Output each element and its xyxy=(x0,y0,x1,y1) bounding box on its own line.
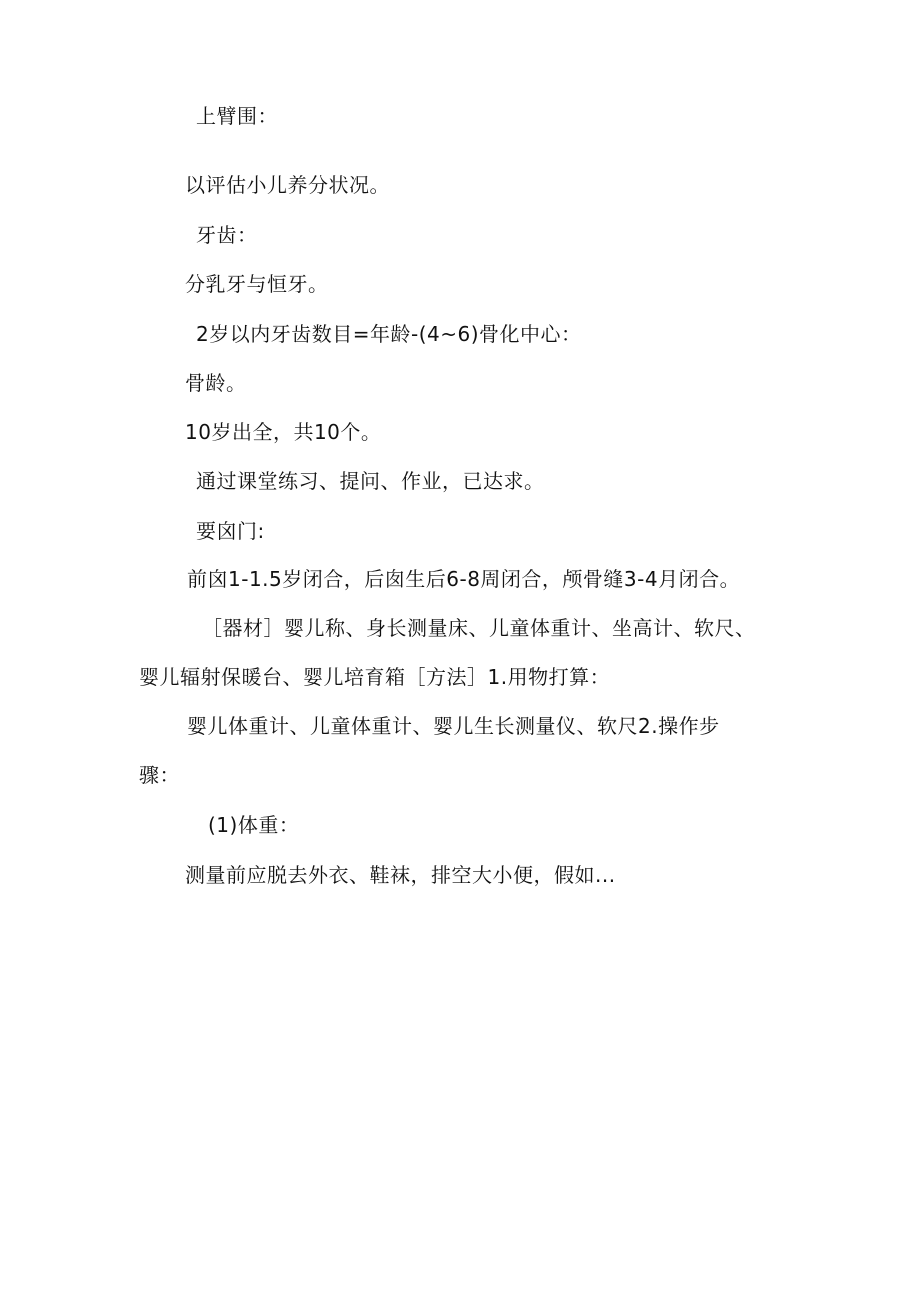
text-line-fontanelle-closure: 前囟1-1.5岁闭合，后囱生后6-8周闭合，颅骨缝3-4月闭合。 xyxy=(187,567,741,591)
text-line-equipment: ［器材］婴儿称、身长测量床、儿童体重计、坐高计、软尺、 xyxy=(202,616,756,640)
text-line-teeth: 牙齿： xyxy=(196,223,258,247)
text-line-equipment-cont: 婴儿辐射保暖台、婴儿培育箱［方法］1.用物打算： xyxy=(139,665,611,689)
text-line-nutrition: 以评估小儿养分状况。 xyxy=(185,173,390,197)
text-line-teeth-types: 分乳牙与恒牙。 xyxy=(185,272,329,296)
text-line-practice: 通过课堂练习、提问、作业，已达求。 xyxy=(196,469,545,493)
text-line-age-ten: 10岁出全，共10个。 xyxy=(185,420,382,444)
text-line-bone-age: 骨龄。 xyxy=(185,371,247,395)
text-line-upper-arm: 上臂围： xyxy=(196,104,278,128)
text-line-teeth-count: 2岁以内牙齿数目=年龄-(4~6)骨化中心： xyxy=(196,322,582,346)
text-line-weight-instructions: 测量前应脱去外衣、鞋袜，排空大小便，假如... xyxy=(185,863,616,887)
text-line-fontanelle: 要囟门: xyxy=(196,519,265,543)
text-line-steps: 骤： xyxy=(139,763,180,787)
text-line-weight-heading: (1)体重： xyxy=(208,813,300,837)
text-line-instruments: 婴儿体重计、儿童体重计、婴儿生长测量仪、软尺2.操作步 xyxy=(187,714,720,738)
